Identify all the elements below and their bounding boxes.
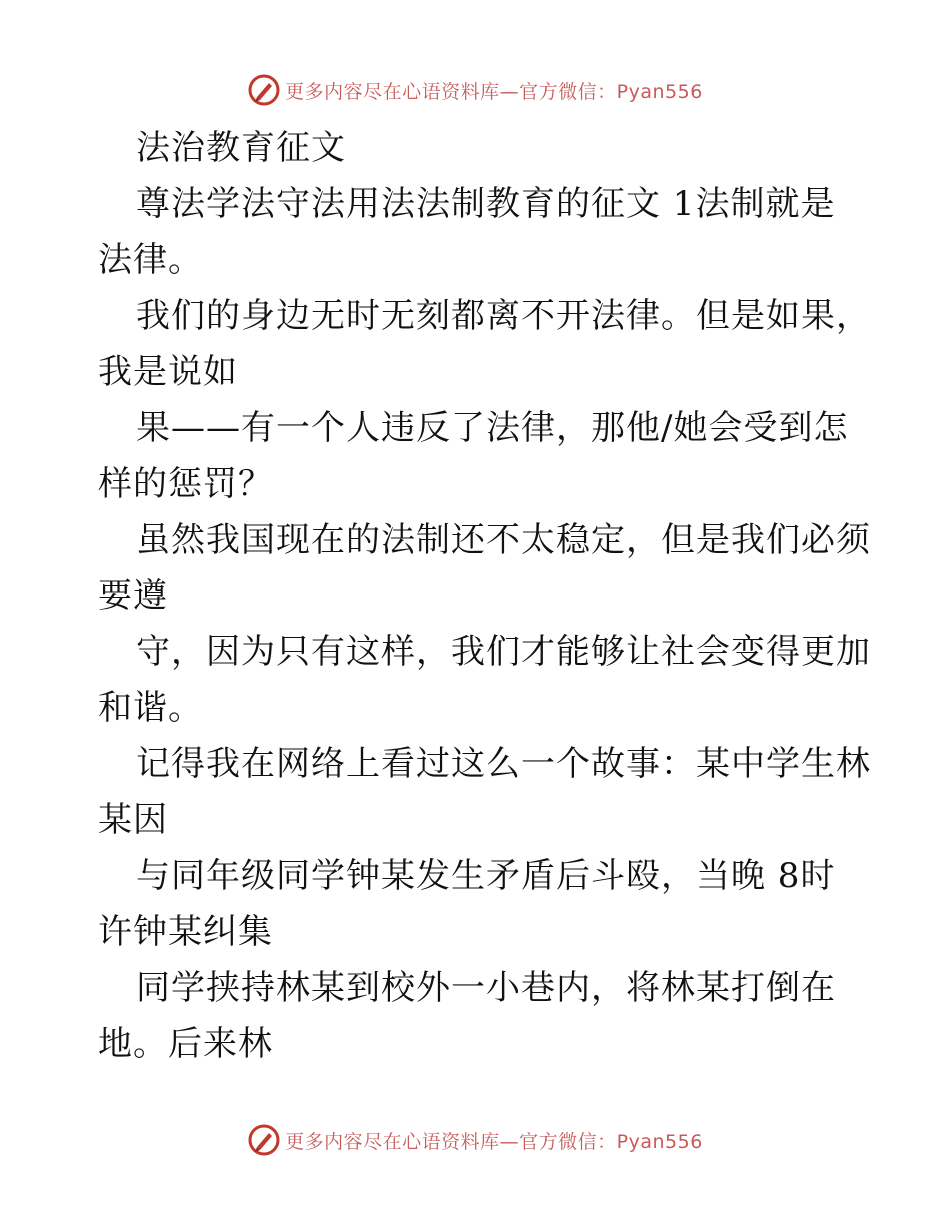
- document-body: [98, 120, 871, 1072]
- text-line: 我们的身边无时无刻都离不开法律。但是如果，: [136, 296, 871, 336]
- text-line: 我是说如: [98, 352, 238, 392]
- text-line: 尊法学法守法用法法制教育的征文 1法制就是: [136, 184, 836, 224]
- text-line: 地。后来林: [98, 1024, 273, 1064]
- header-banner: [0, 72, 950, 108]
- text-line: 和谐。: [98, 688, 203, 728]
- header-banner-text: 更多内容尽在心语资料库—官方微信：Pyan556: [285, 80, 703, 103]
- pen-logo-icon: [247, 1123, 281, 1157]
- text-line: 某因: [98, 800, 168, 840]
- text-line: 同学挟持林某到校外一小巷内，将林某打倒在: [136, 968, 836, 1008]
- pen-logo-icon: [247, 73, 281, 107]
- text-line: 虽然我国现在的法制还不太稳定，但是我们必须: [136, 520, 871, 560]
- text-line: 与同年级同学钟某发生矛盾后斗殴，当晚 8时: [136, 856, 836, 896]
- text-line: 样的惩罚？: [98, 464, 273, 504]
- text-line: 法律。: [98, 240, 203, 280]
- text-line: 法治教育征文: [136, 128, 346, 168]
- text-line: 守，因为只有这样，我们才能够让社会变得更加: [136, 632, 871, 672]
- text-line: 许钟某纠集: [98, 912, 273, 952]
- footer-banner: [0, 1122, 950, 1158]
- text-line: 要遵: [98, 576, 168, 616]
- footer-banner-text: 更多内容尽在心语资料库—官方微信：Pyan556: [285, 1130, 703, 1153]
- text-line: 记得我在网络上看过这么一个故事：某中学生林: [136, 744, 871, 784]
- text-line: 果——有一个人违反了法律，那他/她会受到怎: [136, 408, 849, 448]
